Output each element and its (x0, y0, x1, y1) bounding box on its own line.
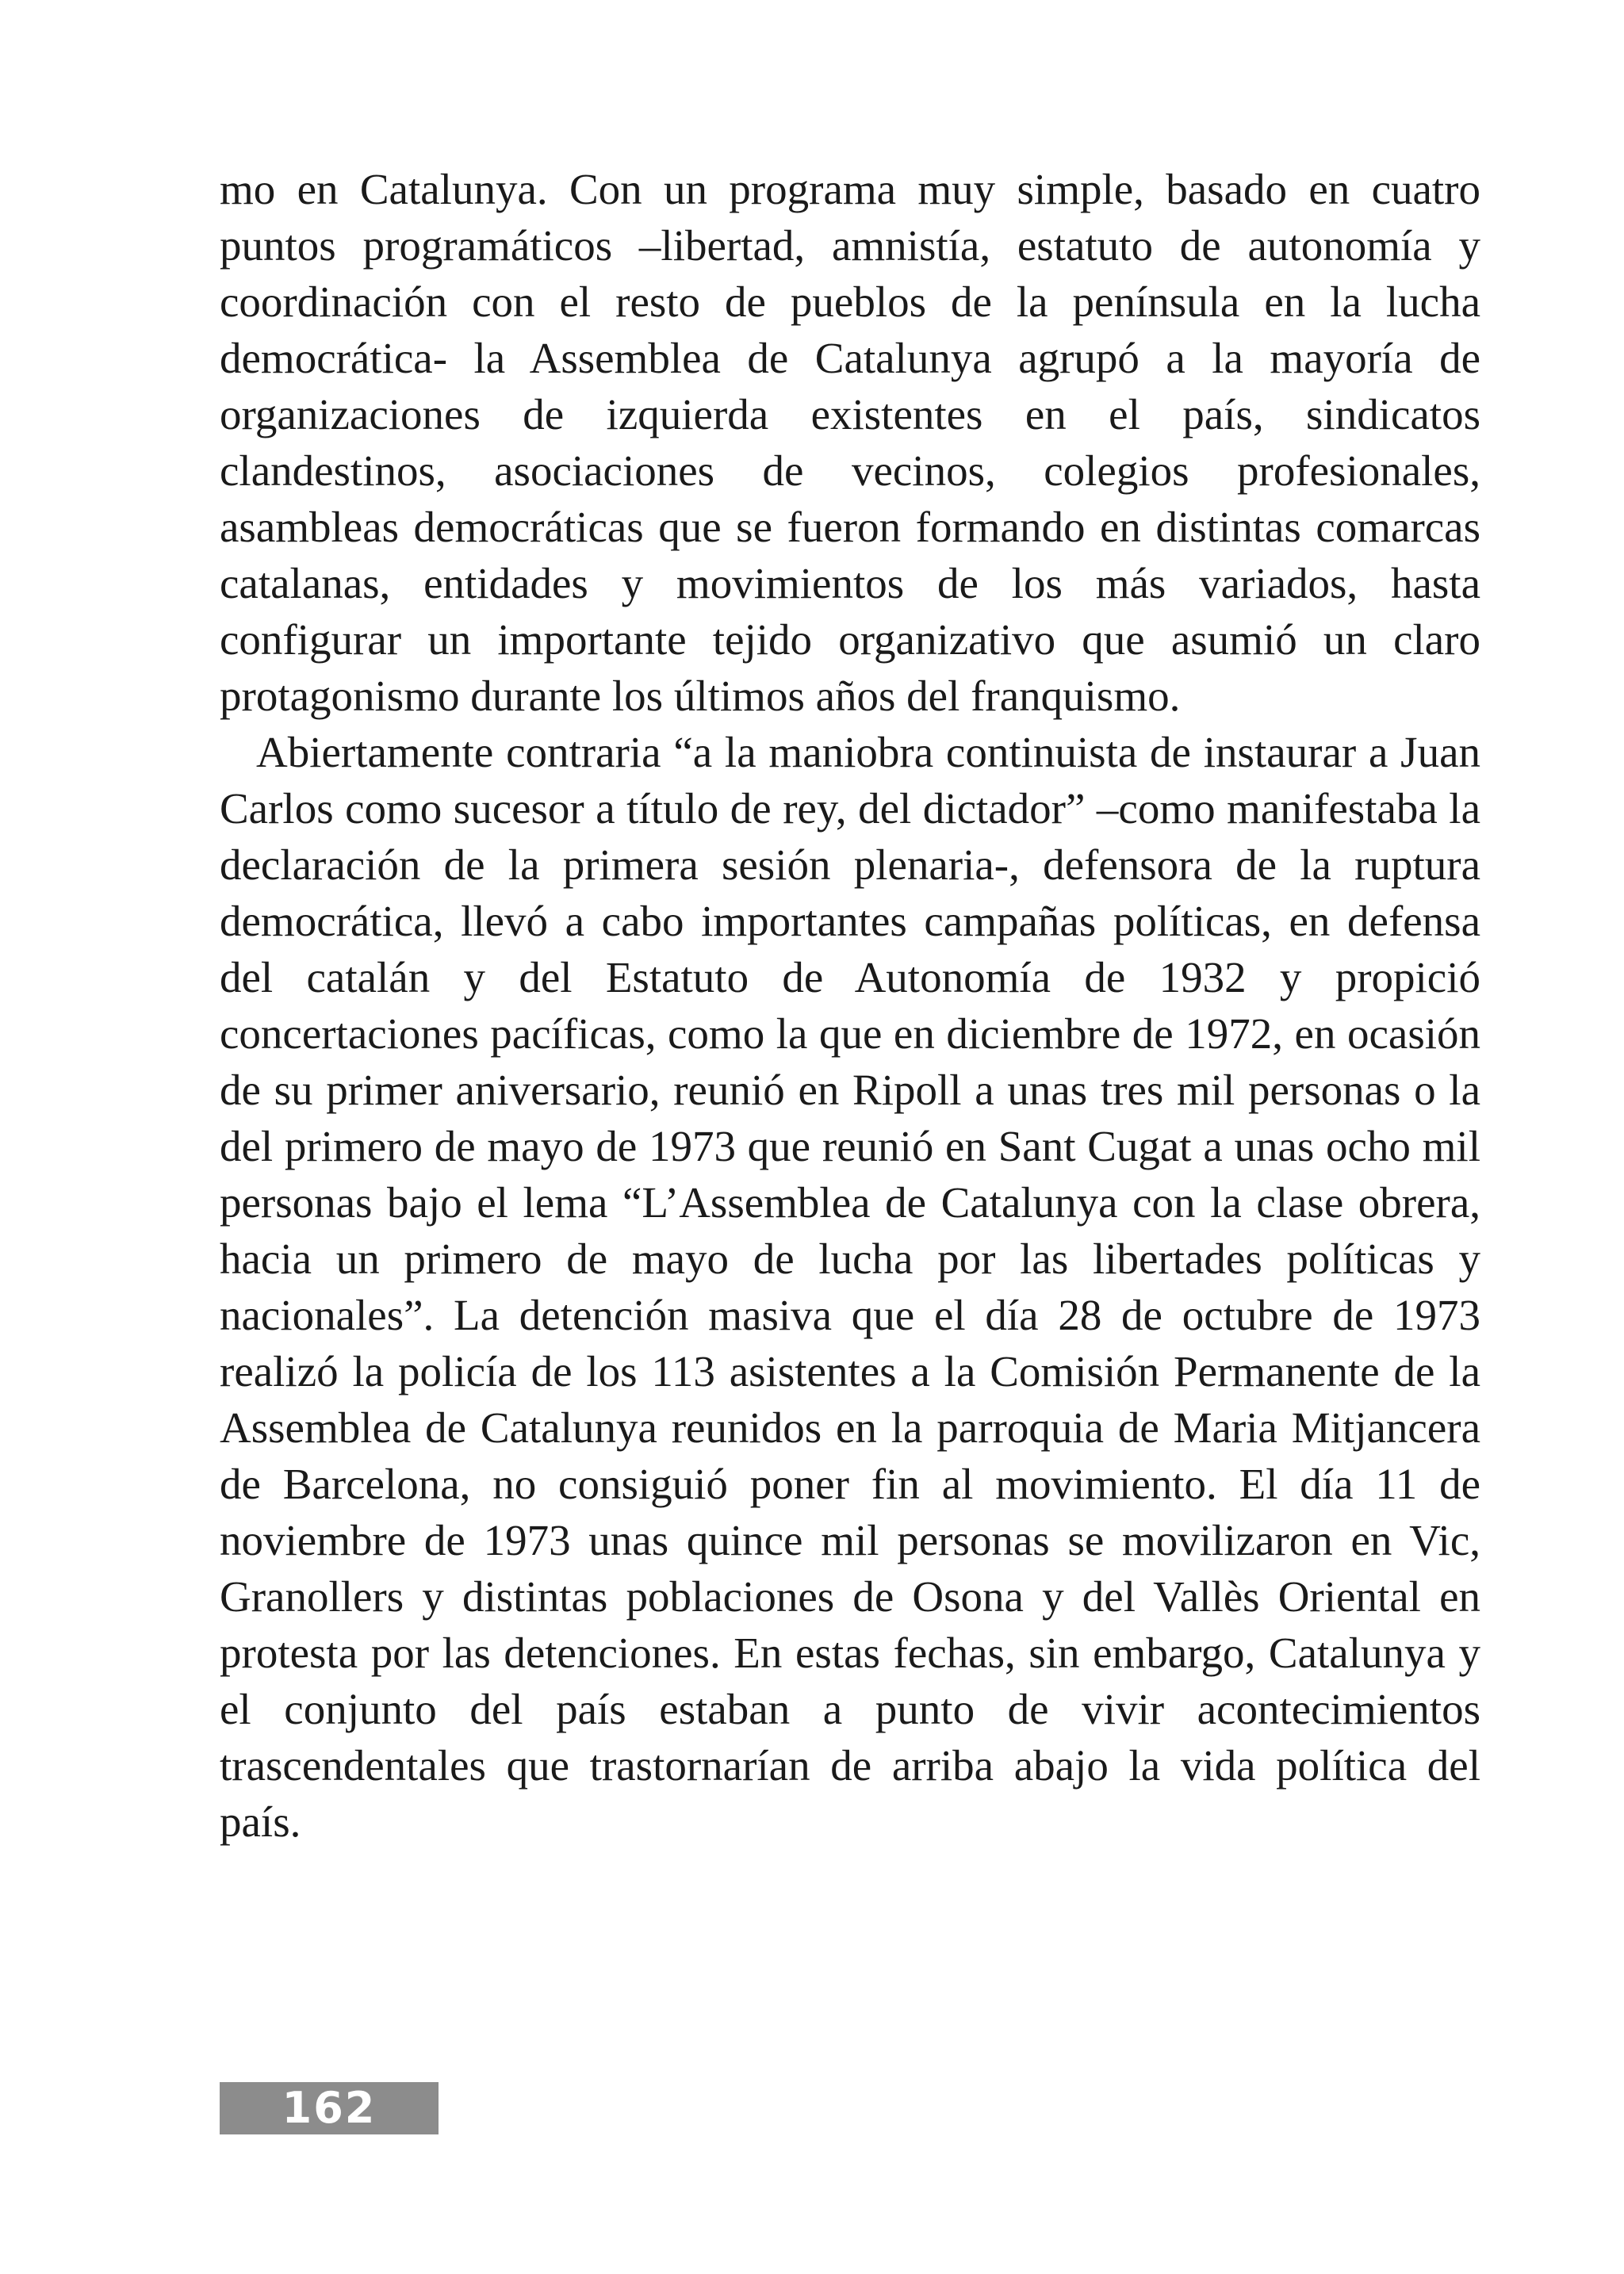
body-text (220, 161, 1480, 1850)
paragraph-1: mo en Catalunya. Con un programa muy simple, basado en cuatro puntos programáticos –libertad, amnistía, estatuto de autonomía y coordinación con el resto de pueblos de la península en la lucha democrática- la Assemblea de Catalunya agrupó a la mayoría de organizaciones de izquierda existentes en el país, sindicatos clandestinos, asociaciones de vecinos, colegios profesionales, asambleas democráticas que se fueron formando en distintas comarcas catalanas, entidades y movimientos de los más variados, hasta configurar un importante tejido organizativo que asumió un claro protagonismo durante los últimos años del franquismo. (220, 165, 1480, 720)
page-number: 162 (282, 2083, 377, 2133)
page-number-box (220, 2082, 439, 2134)
paragraph-2: Abiertamente contraria “a la maniobra continuista de instaurar a Juan Carlos como sucesor a título de rey, del dictador” –como manifestaba la declaración de la primera sesión plenaria-, defensora de la ruptura democrática, llevó a cabo importantes campañas políticas, en defensa del catalán y del Estatuto de Autonomía de 1932 y propició concertaciones pacíficas, como la que en diciembre de 1972, en ocasión de su primer aniversario, reunió en Ripoll a unas tres mil personas o la del primero de mayo de 1973 que reunió en Sant Cugat a unas ocho mil personas bajo el lema “L’Assemblea de Catalunya con la clase obrera, hacia un primero de mayo de lucha por las libertades políticas y nacionales”. La detención masiva que el día 28 de octubre de 1973 realizó la policía de los 113 asistentes a la Comisión Permanente de la Assemblea de Catalunya reunidos en la parroquia de Maria Mitjancera de Barcelona, no consiguió poner fin al movimiento. El día 11 de noviembre de 1973 unas quince mil personas se movilizaron en Vic, Granollers y distintas poblaciones de Osona y del Vallès Oriental en protesta por las detenciones. En estas fechas, sin embargo, Catalunya y el conjunto del país estaban a punto de vivir acontecimientos trascendentales que trastornarían de arriba abajo la vida política del país. (220, 728, 1480, 1846)
